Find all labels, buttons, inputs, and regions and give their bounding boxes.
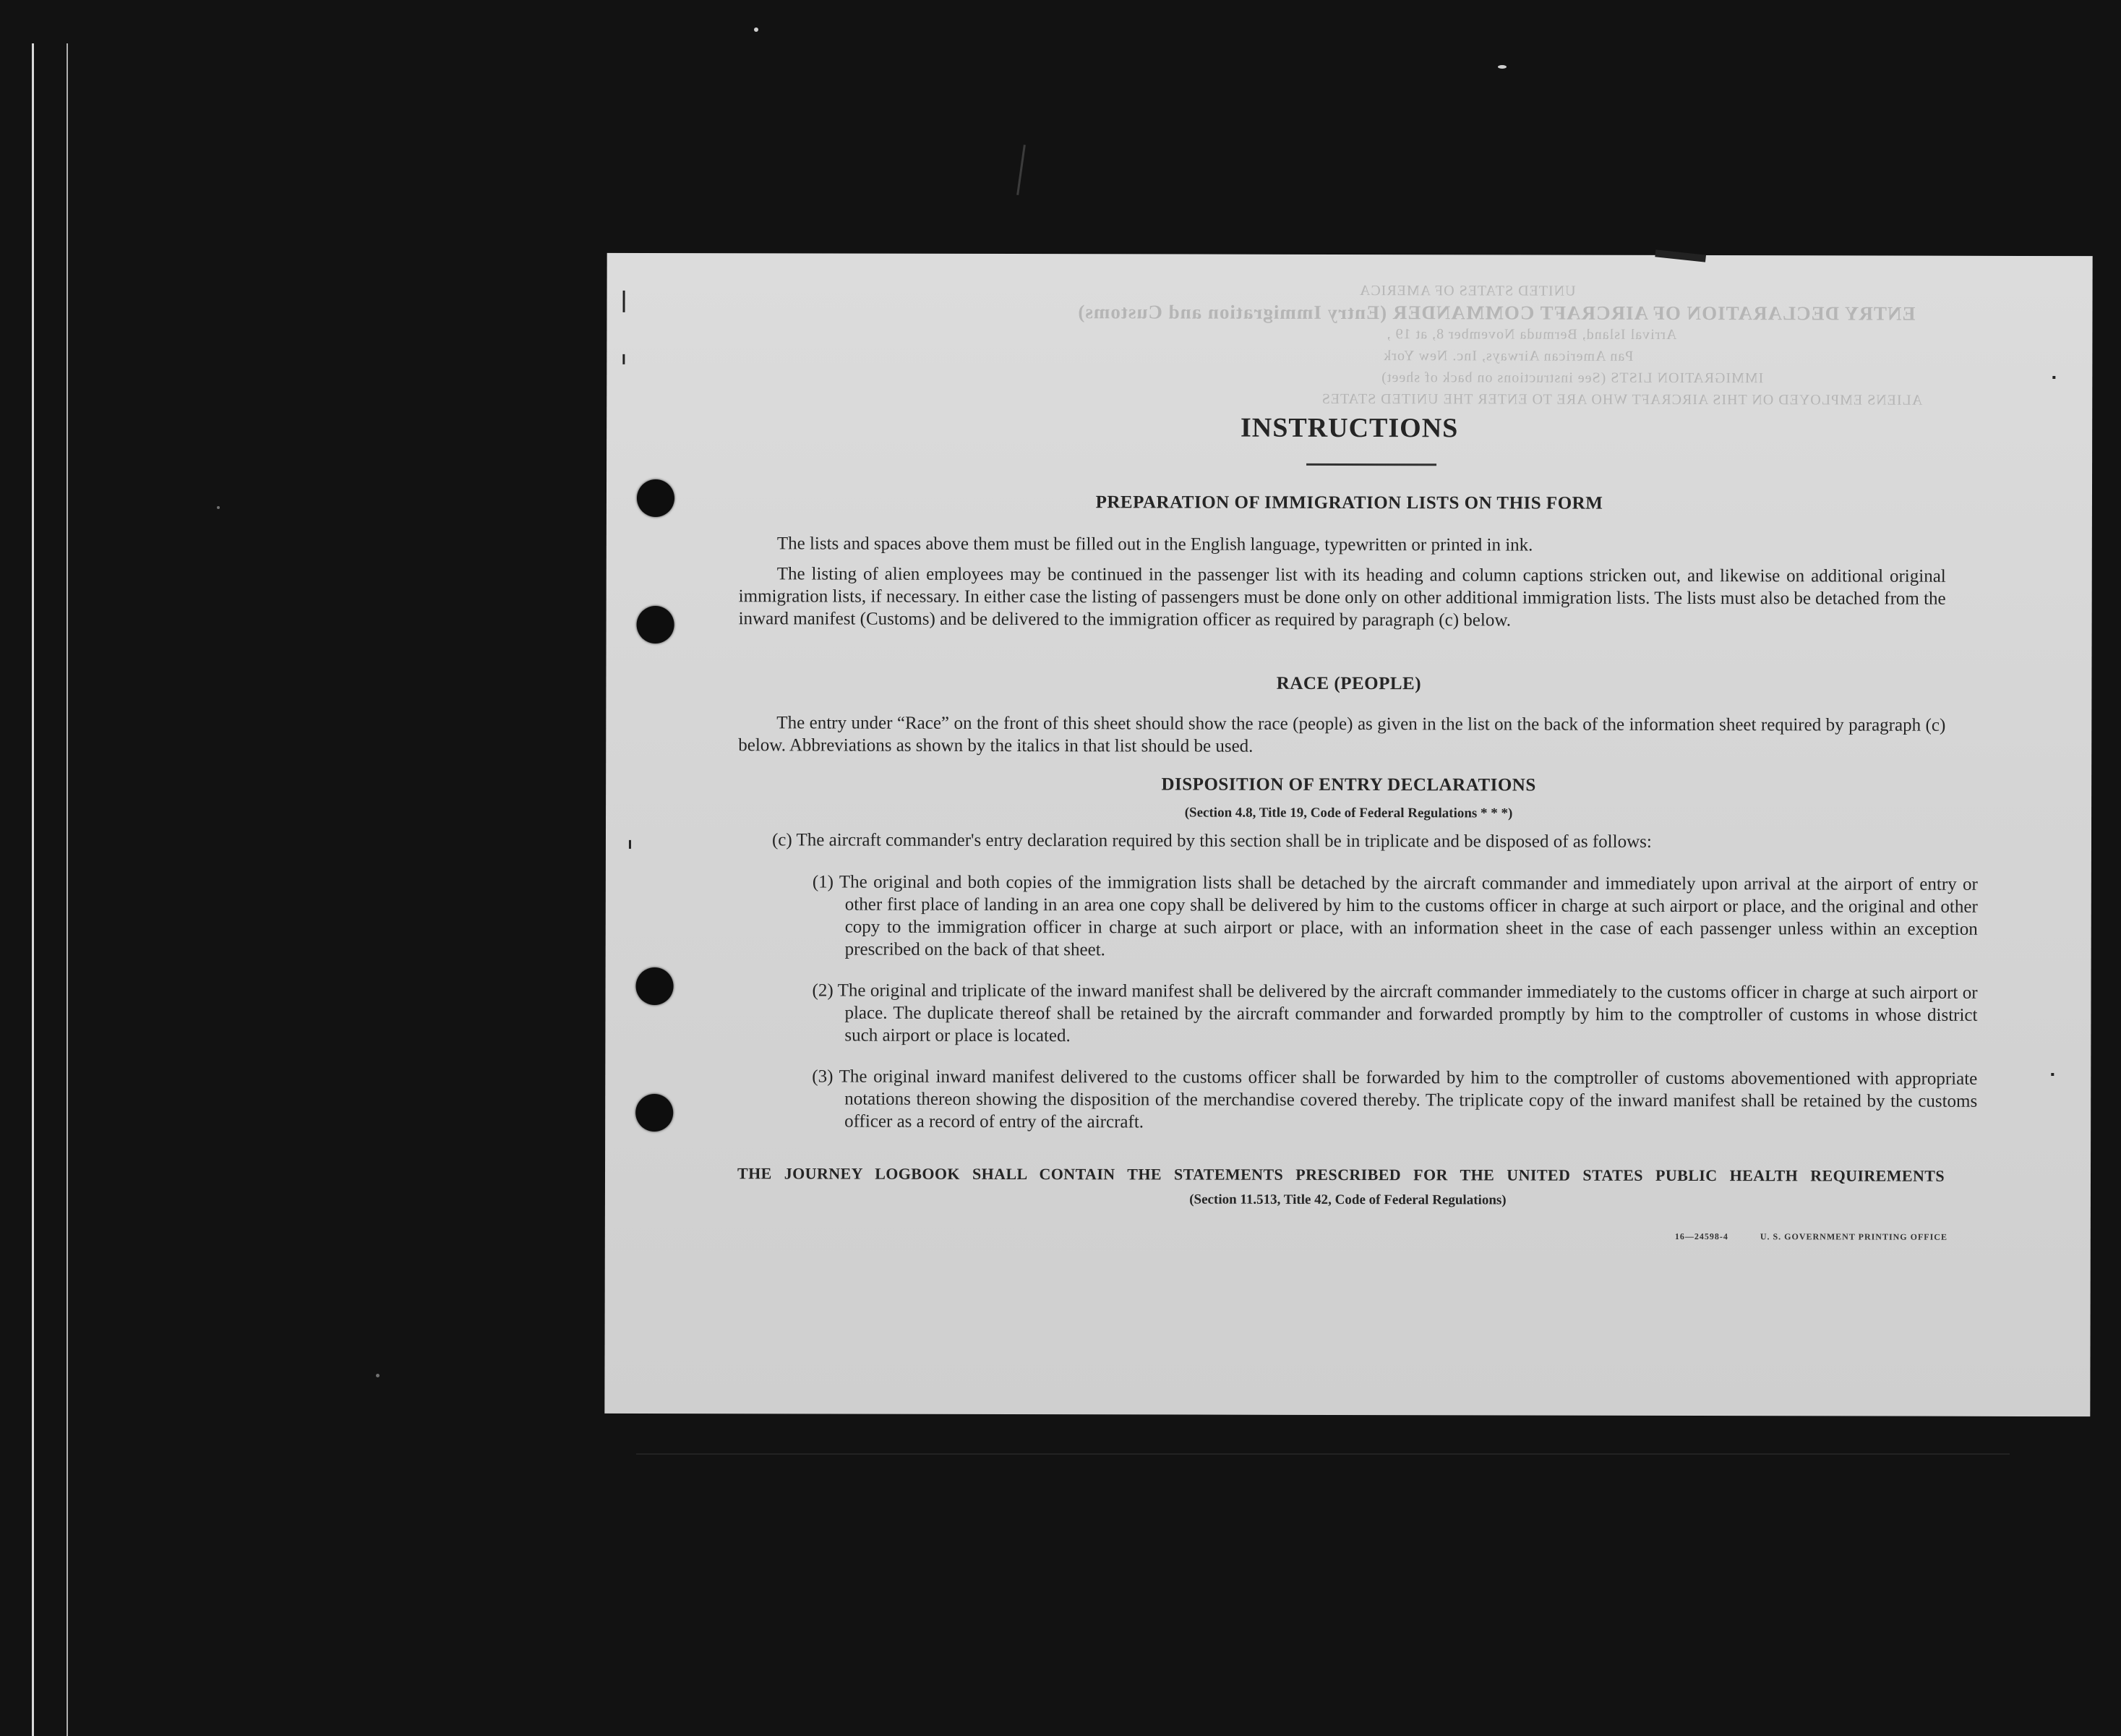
film-scratch [1016, 145, 1026, 195]
bleed-line: ENTRY DECLARATION OF AIRCRAFT COMMANDER (Entry Immigration and Customs) [1077, 301, 1916, 325]
regulation-citation: (Section 4.8, Title 19, Code of Federal Regulations * * *) [1184, 805, 1513, 821]
edge-mark [2051, 1073, 2054, 1076]
dust-speck [217, 506, 220, 509]
list-item: (3) The original inward manifest delivered to the customs officer shall be forwarded by him to the comptroller of customs abovementioned with appropriate notations thereon showing the disposition of the merchandise covered thereby. The triplicate copy of the inward manifest shall be retained by the customs officer as a record of entry of the aircraft. [812, 1066, 1978, 1132]
page-title: INSTRUCTIONS [1240, 412, 1459, 444]
section-heading-race: RACE (PEOPLE) [1276, 673, 1422, 694]
film-edge-line [32, 43, 34, 1736]
form-number: 16—24598-4 [1674, 1231, 1728, 1242]
bleed-line: IMMIGRATION LISTS (See instructions on back of sheet) [1381, 369, 1764, 387]
film-edge-line [67, 43, 68, 1736]
edge-mark [2052, 376, 2055, 379]
dust-speck [376, 1374, 380, 1377]
section-heading-disposition: DISPOSITION OF ENTRY DECLARATIONS [1161, 774, 1536, 795]
edge-mark [1655, 249, 1706, 262]
edge-mark [622, 354, 625, 364]
title-underline [1306, 463, 1436, 466]
dust-speck [754, 27, 758, 32]
bleed-through-text [896, 279, 1981, 484]
bleed-line: Arrival Island, Bermuda November 8, at 19 , [1386, 326, 1677, 343]
bleed-line: ALIENS EMPLOYED ON THIS AIRCRAFT WHO ARE TO ENTER THE UNITED STATES [1321, 390, 1923, 409]
paragraph-race: The entry under “Race” on the front of this sheet should show the race (people) as given in the list on the back of the information sheet required by paragraph (c) below. Abbreviations as shown by the italics in that list should be used. [738, 713, 1946, 756]
clause-c: (c) The aircraft commander's entry declaration required by this section shall be in triplicate and be disposed of as follows: [771, 830, 1652, 852]
dust-speck [1498, 65, 1507, 69]
bleed-line: UNITED STATES OF AMERICA [1358, 283, 1576, 299]
document-sheet [604, 253, 2092, 1416]
public-health-statement: THE JOURNEY LOGBOOK SHALL CONTAIN THE STATEMENTS PRESCRIBED FOR THE UNITED STATES PUBLIC HEALTH REQUIREMENTS [737, 1164, 1945, 1185]
bleed-line: Pan American Airways, Inc. New York [1383, 348, 1634, 364]
edge-mark [623, 291, 625, 312]
paragraph-lists-language: The lists and spaces above them must be filled out in the English language, typewritten or printed in ink. [776, 534, 1533, 555]
paragraph-alien-employees: The listing of alien employees may be continued in the passenger list with its heading and column captions stricken out, and likewise on additional original immigration lists, if necessary. In either case the listing of passengers must be done only on other additional immigration lists. The lists must also be detached from the inward manifest (Customs) and be delivered to the immigration officer as required by paragraph (c) below. [738, 564, 1946, 630]
punch-hole [635, 1094, 673, 1132]
section-heading-preparation: PREPARATION OF IMMIGRATION LISTS ON THIS FORM [1095, 492, 1603, 513]
list-item: (1) The original and both copies of the immigration lists shall be detached by the aircraft commander and immediately upon arrival at the airport of entry or other first place of landing in an area one copy shall be delivered by him to the customs officer in charge at such airport or place, and the original and other copy to the immigration officer in charge at such airport or place, with an information sheet in the case of each passenger unless within an exception prescribed on the back of that sheet. [812, 872, 1978, 960]
punch-hole [637, 606, 674, 643]
punch-hole [636, 967, 674, 1005]
printer-imprint [1675, 1231, 1976, 1243]
film-scratch [636, 1453, 2010, 1455]
health-regulation-citation: (Section 11.513, Title 42, Code of Federal Regulations) [1189, 1192, 1507, 1208]
list-item: (2) The original and triplicate of the inward manifest shall be delivered by the aircraft commander immediately to the customs officer in charge at such airport or place. The duplicate thereof shall be retained by the aircraft commander and forwarded promptly by him to the comptroller of customs in whose district such airport or place is located. [812, 980, 1978, 1046]
edge-mark [629, 840, 631, 849]
printer-name: U. S. GOVERNMENT PRINTING OFFICE [1760, 1231, 1948, 1242]
